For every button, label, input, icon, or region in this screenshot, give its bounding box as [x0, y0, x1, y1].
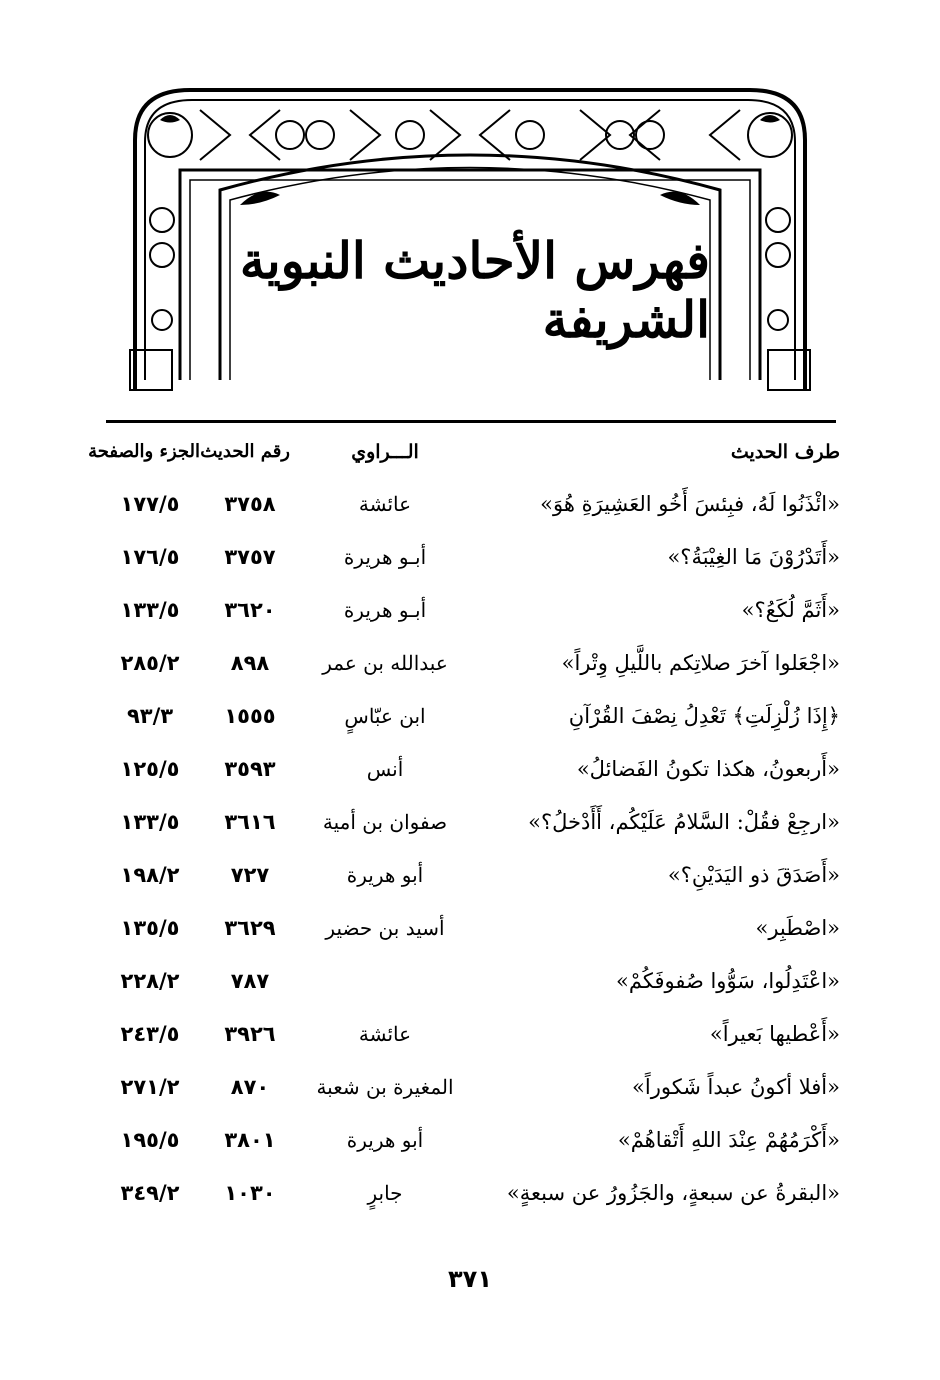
table-row: [100, 537, 840, 577]
volume-page: ٢٤٣/٥: [120, 1022, 180, 1046]
hadith-number: ٣٧٥٧: [224, 545, 276, 569]
table-row: [100, 484, 840, 524]
hadith-text: «اصْطَبِر»: [755, 916, 840, 940]
volume-page: ٢٢٨/٢: [120, 969, 180, 993]
hadith-text: «البقرةُ عن سبعةٍ، والجَزُورُ عن سبعةٍ»: [506, 1181, 840, 1205]
hadith-number: ٣٨٠١: [224, 1128, 276, 1152]
hadith-number: ١٥٥٥: [224, 704, 276, 728]
hadith-number: ٧٨٧: [230, 969, 270, 993]
volume-page: ١٩٨/٢: [120, 863, 180, 887]
volume-page: ٢٨٥/٢: [120, 651, 180, 675]
hadith-number: ٨٧٠: [230, 1075, 270, 1099]
table-row: [100, 590, 840, 630]
narrator: أسيد بن حضير: [325, 916, 445, 940]
index-title: فهرس الأحاديث النبوية الشريفة: [239, 231, 710, 349]
volume-page: ٩٣/٣: [126, 704, 174, 728]
table-row: [100, 855, 840, 895]
hadith-text: «ارجِعْ فقُلْ: السَّلامُ عَلَيْكُم، أَأَدْخلُ؟»: [528, 810, 840, 834]
narrator: أبو هريرة: [346, 863, 424, 887]
table-row: [100, 1173, 840, 1213]
hadith-number: ٣٩٢٦: [224, 1022, 276, 1046]
narrator: عائشة: [358, 1022, 412, 1046]
narrator: عبدالله بن عمر: [322, 651, 448, 675]
volume-page: ١٣٣/٥: [120, 810, 180, 834]
narrator: أبـو هريرة: [343, 598, 427, 622]
hadith-number: ٧٢٧: [230, 863, 270, 887]
narrator: عائشة: [358, 492, 412, 516]
table-row: [100, 908, 840, 948]
volume-page: ٢٧١/٢: [120, 1075, 180, 1099]
hadith-number: ٨٩٨: [230, 651, 270, 675]
hadith-text: «أَعْطيها بَعيراً»: [709, 1022, 840, 1046]
hadith-text: «ائْذَنُوا لَهُ، فبِئسَ أَخُو العَشِيرَةِ هُوَ»: [540, 492, 840, 516]
table-row: [100, 802, 840, 842]
narrator: المغيرة بن شعبة: [316, 1075, 454, 1099]
column-header-narrator: الـــراوي: [351, 441, 419, 463]
narrator: [300, 961, 470, 1001]
hadith-number: ٣٥٩٣: [224, 757, 276, 781]
column-header-hadith: طرف الحديث: [730, 441, 840, 463]
narrator: أنس: [366, 757, 404, 781]
volume-page: ١٧٦/٥: [120, 545, 180, 569]
volume-page: ١٢٥/٥: [120, 757, 180, 781]
hadith-number: ٣٦١٦: [224, 810, 276, 834]
table-row: [100, 749, 840, 789]
table-header: [88, 432, 840, 472]
narrator: جابرٍ: [367, 1181, 403, 1205]
table-row: [100, 961, 840, 1001]
volume-page: ١٩٥/٥: [120, 1128, 180, 1152]
hadith-text: «اجْعَلوا آخرَ صلاتِكم باللَّيلِ وِتْراً»: [561, 651, 840, 675]
hadith-text: «أَتَدْرُوْنَ مَا الغِيْبَةُ؟»: [667, 545, 840, 569]
page-number: ٣٧١: [448, 1265, 492, 1293]
hadith-text: «اعْتَدِلُوا، سَوُّوا صُفوفَكُمْ»: [616, 969, 840, 993]
hadith-text: «أَثَمَّ لُكَعُ؟»: [741, 598, 840, 622]
table-row: [100, 1067, 840, 1107]
hadith-number: ٣٦٢٩: [224, 916, 276, 940]
column-header-number: رقم الحديث: [200, 441, 290, 462]
table-row: [100, 1120, 840, 1160]
narrator: ابن عبّاسٍ: [344, 704, 426, 728]
hadith-text: «أفلا أكونُ عبداً شَكوراً»: [632, 1075, 840, 1099]
narrator: صفوان بن أمية: [322, 810, 448, 834]
header-rule: [106, 420, 836, 423]
hadith-text: «أَكْرَمُهُمْ عِنْدَ اللهِ أَتْقاهُمْ»: [617, 1128, 840, 1152]
volume-page: ٣٤٩/٢: [120, 1181, 180, 1205]
hadith-text: «أَربعونُ، هكذا تكونُ الفَضائلُ»: [576, 757, 840, 781]
table-row: [100, 643, 840, 683]
hadith-number: ٣٦٢٠: [224, 598, 276, 622]
table-row: [100, 1014, 840, 1054]
volume-page: ١٣٥/٥: [120, 916, 180, 940]
table-row: [100, 696, 840, 736]
hadith-number: ٣٧٥٨: [224, 492, 276, 516]
narrator: أبـو هريرة: [343, 545, 427, 569]
hadith-text: «أَصَدَقَ ذو اليَدَيْنِ؟»: [667, 863, 840, 887]
hadith-number: ١٠٣٠: [224, 1181, 276, 1205]
column-header-page: الجزء والصفحة: [88, 441, 200, 462]
hadith-text: ﴿إِذَا زُلْزِلَتِ﴾ تَعْدِلُ نِصْفَ القُرْآنِ: [568, 704, 840, 728]
narrator: أبو هريرة: [346, 1128, 424, 1152]
volume-page: ١٧٧/٥: [120, 492, 180, 516]
volume-page: ١٣٣/٥: [120, 598, 180, 622]
